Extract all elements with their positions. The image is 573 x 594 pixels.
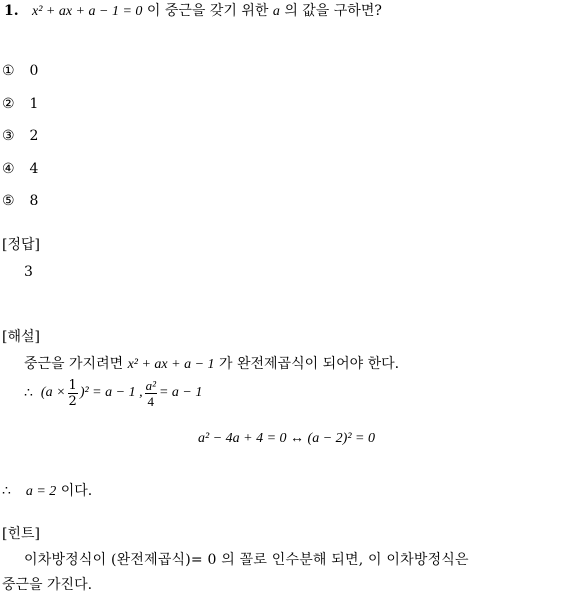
fraction-numerator: 1 bbox=[68, 377, 77, 393]
problem-number: 1. bbox=[4, 3, 19, 19]
choice-marker: ⑤ bbox=[2, 193, 15, 209]
choice-marker: ③ bbox=[2, 128, 15, 144]
therefore-symbol: ∴ bbox=[24, 385, 33, 401]
problem-statement bbox=[4, 4, 382, 19]
choice-value: 2 bbox=[29, 128, 39, 144]
choice-item[interactable] bbox=[2, 129, 38, 143]
fraction-denominator: 2 bbox=[68, 393, 77, 409]
fraction-numerator: a² bbox=[145, 377, 156, 393]
fraction-one-half bbox=[68, 378, 78, 409]
problem-variable: a bbox=[272, 4, 280, 19]
conclusion-text: 이다. bbox=[60, 483, 93, 499]
choice-item[interactable] bbox=[2, 97, 38, 111]
choice-value: 8 bbox=[29, 193, 39, 209]
hint-line-2: 중근을 가진다. bbox=[2, 577, 93, 593]
problem-text: 이 중근을 갖기 위한 bbox=[146, 3, 269, 19]
fraction-denominator: 4 bbox=[147, 393, 155, 409]
display-equation: a² − 4a + 4 = 0 ↔ (a − 2)² = 0 bbox=[198, 431, 375, 446]
problem-text-end: 의 값을 구하면? bbox=[284, 3, 382, 19]
conclusion-expression: a = 2 bbox=[25, 484, 57, 499]
choice-marker: ① bbox=[2, 63, 15, 79]
choice-item[interactable] bbox=[2, 162, 38, 176]
answer-label: [정답] bbox=[2, 237, 40, 253]
choice-value: 4 bbox=[29, 161, 39, 177]
problem-equation: x² + ax + a − 1 = 0 bbox=[31, 4, 143, 19]
choice-item[interactable] bbox=[2, 64, 38, 78]
solution-expression-right: = a − 1 bbox=[158, 385, 203, 400]
hint-label: [힌트] bbox=[2, 526, 40, 542]
fraction-a-squared-over-four bbox=[145, 378, 157, 409]
solution-text-after: 가 완전제곱식이 되어야 한다. bbox=[219, 356, 400, 372]
solution-expression-mid: )² = a − 1 , bbox=[79, 385, 143, 400]
solution-label: [해설] bbox=[2, 329, 40, 345]
conclusion-line bbox=[2, 484, 92, 499]
solution-line-1 bbox=[24, 357, 399, 372]
choice-marker: ④ bbox=[2, 161, 15, 177]
answer-value: 3 bbox=[24, 264, 33, 280]
hint-line-1: 이차방정식이 (완전제곱식)= 0 의 꼴로 인수분해 되면, 이 이차방정식은 bbox=[24, 552, 469, 568]
therefore-symbol: ∴ bbox=[2, 483, 11, 499]
choice-item[interactable] bbox=[2, 194, 38, 208]
solution-expression-left: (a × bbox=[40, 385, 66, 400]
choice-value: 0 bbox=[29, 63, 39, 79]
solution-line-2 bbox=[24, 374, 202, 412]
solution-text: 중근을 가지려면 bbox=[24, 356, 124, 372]
choice-value: 1 bbox=[29, 96, 39, 112]
choice-marker: ② bbox=[2, 96, 15, 112]
solution-expression: x² + ax + a − 1 bbox=[127, 357, 215, 372]
